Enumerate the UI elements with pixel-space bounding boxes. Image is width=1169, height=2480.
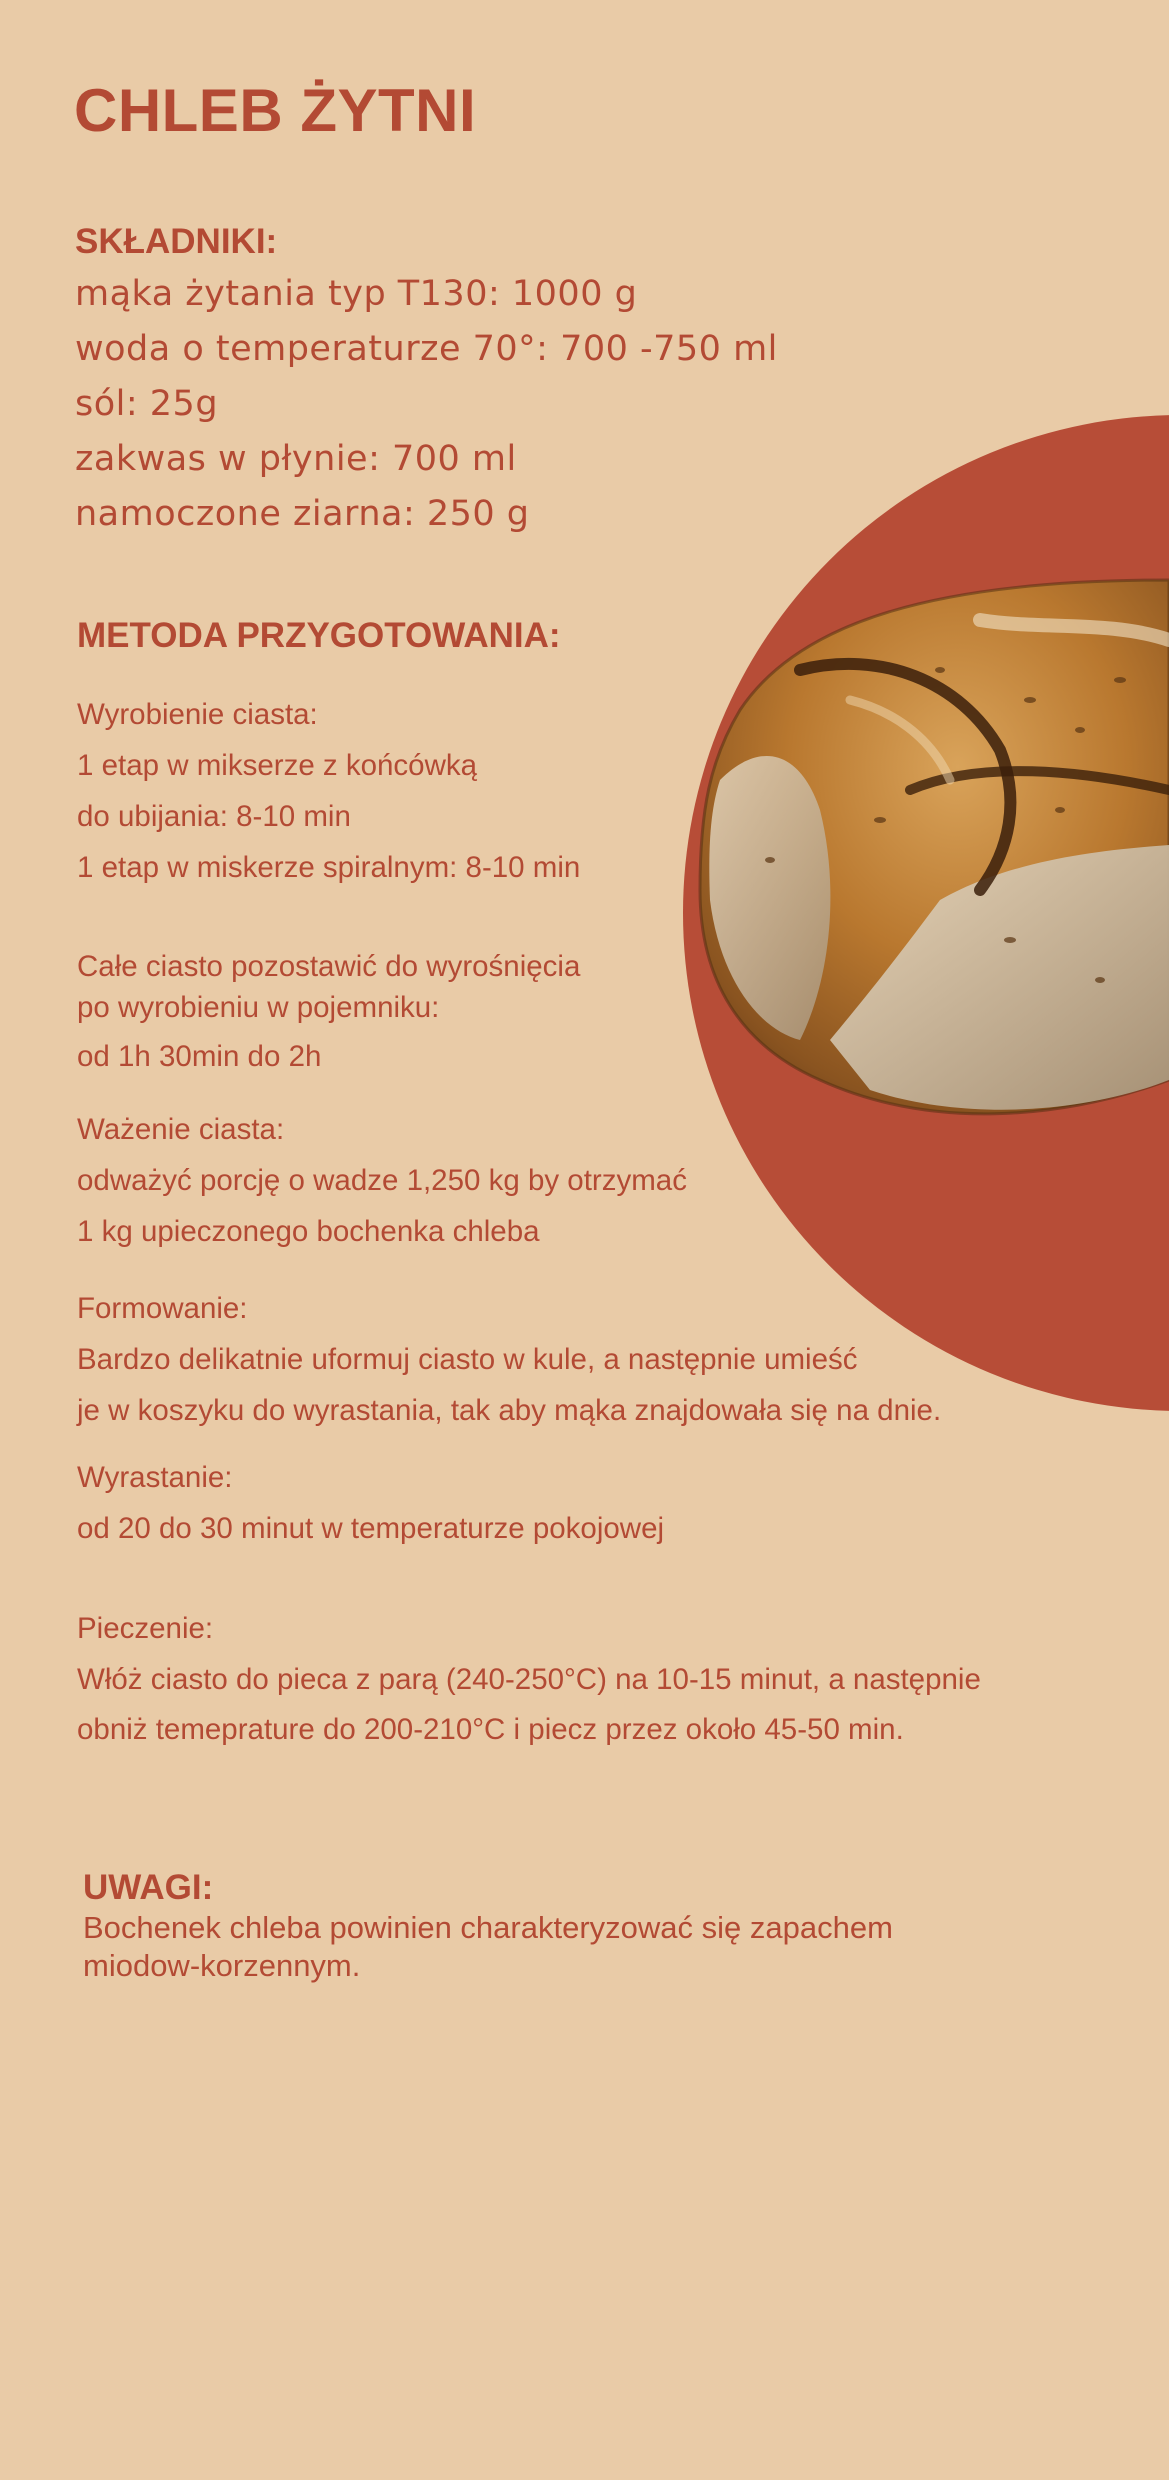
kneading-line: do ubijania: 8-10 min xyxy=(77,800,351,833)
notes-line: miodow-korzennym. xyxy=(83,1948,361,1983)
ingredient-item: woda o temperaturze 70°: 700 -750 ml xyxy=(75,329,778,369)
shaping-line: je w koszyku do wyrastania, tak aby mąka znajdowała się na dnie. xyxy=(77,1394,942,1427)
shaping-line: Bardzo delikatnie uformuj ciasto w kule, a następnie umieść xyxy=(77,1343,858,1376)
kneading-label: Wyrobienie ciasta: xyxy=(77,698,318,731)
bread-loaf-image xyxy=(680,560,1169,1130)
proofing-line: od 20 do 30 minut w temperaturze pokojowej xyxy=(77,1512,665,1545)
baking-line: Włóż ciasto do pieca z parą (240-250°C) na 10-15 minut, a następnie xyxy=(77,1663,981,1696)
weighing-line: 1 kg upieczonego bochenka chleba xyxy=(77,1215,540,1248)
proofing-label: Wyrastanie: xyxy=(77,1461,233,1494)
ingredients-heading: SKŁADNIKI: xyxy=(75,222,278,261)
recipe-title: CHLEB ŻYTNI xyxy=(74,77,477,144)
ingredient-item: zakwas w płynie: 700 ml xyxy=(75,439,517,479)
method-heading: METODA PRZYGOTOWANIA: xyxy=(77,616,561,655)
notes-heading: UWAGI: xyxy=(83,1868,214,1907)
ingredient-item: sól: 25g xyxy=(75,384,219,424)
baking-label: Pieczenie: xyxy=(77,1612,214,1645)
baking-line: obniż temeprature do 200-210°C i piecz przez około 45-50 min. xyxy=(77,1713,904,1746)
rising-line: po wyrobieniu w pojemniku: xyxy=(77,991,440,1024)
weighing-line: odważyć porcję o wadze 1,250 kg by otrzymać xyxy=(77,1164,687,1197)
rising-line: od 1h 30min do 2h xyxy=(77,1040,322,1073)
notes-line: Bochenek chleba powinien charakteryzować się zapachem xyxy=(83,1910,893,1945)
ingredient-item: namoczone ziarna: 250 g xyxy=(75,494,530,534)
ingredient-item: mąka żytania typ T130: 1000 g xyxy=(75,274,638,314)
kneading-line: 1 etap w mikserze z końcówką xyxy=(77,749,478,782)
shaping-label: Formowanie: xyxy=(77,1292,248,1325)
weighing-label: Ważenie ciasta: xyxy=(77,1113,285,1146)
kneading-line: 1 etap w miskerze spiralnym: 8-10 min xyxy=(77,851,581,884)
rising-line: Całe ciasto pozostawić do wyrośnięcia xyxy=(77,950,581,983)
